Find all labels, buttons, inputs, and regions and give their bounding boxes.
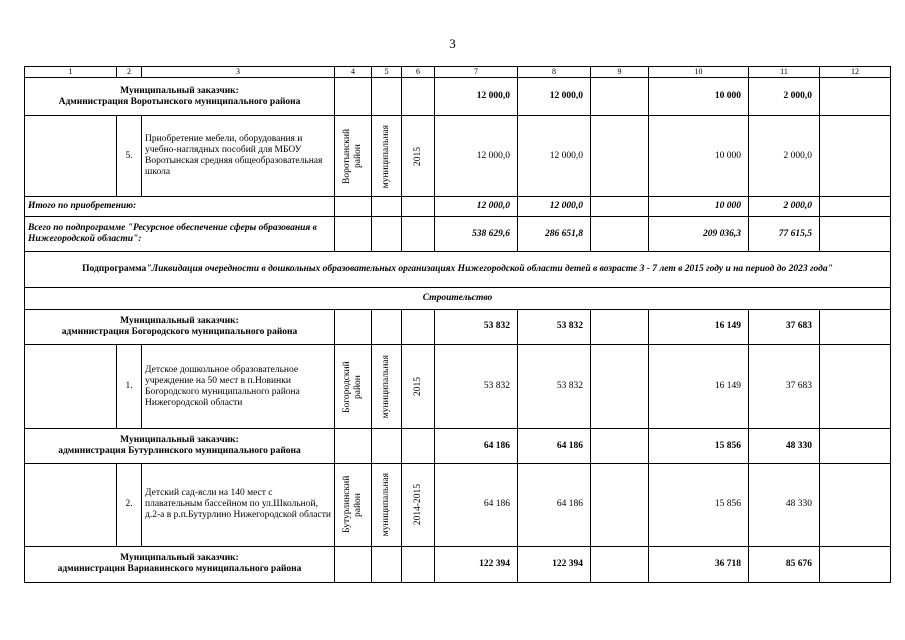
value-col11: 2 000,0 — [749, 197, 820, 217]
customer-row-variavinsky — [25, 546, 891, 582]
subprogram-prefix: Подпрограмма — [82, 263, 147, 274]
col-header-8: 8 — [518, 67, 591, 78]
value-col7: 53 832 — [435, 344, 518, 429]
item-row-2 — [25, 463, 891, 546]
value-col7: 538 629,6 — [435, 217, 518, 251]
customer-cell — [25, 429, 335, 463]
value-col8: 122 394 — [518, 546, 591, 582]
value-col10: 10 000 — [649, 78, 749, 116]
total-subprogram-label: Всего по подпрограмме "Ресурсное обеспечение сферы образования в Нижегородской области": — [25, 217, 335, 251]
value-col11: 2 000,0 — [749, 78, 820, 116]
customer-name: администрация Вариавинского муниципального района — [57, 564, 302, 575]
customer-cell — [25, 310, 335, 344]
subprogram-title-row — [25, 251, 891, 287]
value-col8: 12 000,0 — [518, 116, 591, 197]
total-acquisition-row — [25, 197, 891, 217]
col-header-11: 11 — [749, 67, 820, 78]
customer-label: Муниципальный заказчик: — [120, 435, 239, 446]
value-col10: 16 149 — [649, 310, 749, 344]
customer-row-bogorodsky — [25, 310, 891, 344]
col-header-9: 9 — [591, 67, 649, 78]
item-type: муниципальная — [381, 124, 391, 188]
item-number: 1. — [117, 344, 142, 429]
item-year: 2015 — [412, 377, 423, 397]
item-row-5 — [25, 116, 891, 197]
item-type: муниципальная — [381, 354, 391, 419]
col-header-2: 2 — [117, 67, 142, 78]
customer-cell — [25, 546, 335, 582]
value-col8: 53 832 — [518, 310, 591, 344]
value-col8: 64 186 — [518, 463, 591, 546]
customer-name: Администрация Воротынского муниципального района — [58, 96, 301, 107]
item-year: 2015 — [412, 146, 423, 166]
value-col11: 77 615,5 — [749, 217, 820, 251]
subprogram-title — [25, 251, 891, 287]
col-header-10: 10 — [649, 67, 749, 78]
customer-row-vorotynsky — [25, 78, 891, 116]
item-district: Бутурлинский район — [342, 475, 363, 533]
value-col7: 64 186 — [435, 463, 518, 546]
item-description: Детское дошкольное образовательное учреждение на 50 мест в п.Новинки Богородского муниципального района Нижегородской области — [142, 344, 335, 429]
item-type: муниципальная — [381, 473, 391, 537]
total-acquisition-label: Итого по приобретению: — [25, 197, 335, 217]
customer-row-buturlinsky — [25, 429, 891, 463]
item-description: Детский сад-ясли на 140 мест с плавательным бассейном по ул.Школьной, д.2-а в р.п.Бутурлино Нижегородской области — [142, 463, 335, 546]
col-header-7: 7 — [435, 67, 518, 78]
item-description: Приобретение мебели, оборудования и учебно-наглядных пособий для МБОУ Воротынская средняя общеобразовательная школа — [142, 116, 335, 197]
item-year: 2014-2015 — [412, 484, 423, 526]
value-col10: 15 856 — [649, 429, 749, 463]
value-col8: 53 832 — [518, 344, 591, 429]
value-col10: 10 000 — [649, 197, 749, 217]
value-col10: 16 149 — [649, 344, 749, 429]
item-district: Воротынский район — [342, 128, 363, 184]
value-col11: 37 683 — [749, 310, 820, 344]
value-col10: 10 000 — [649, 116, 749, 197]
customer-label: Муниципальный заказчик: — [120, 553, 239, 564]
column-number-row — [25, 67, 891, 78]
value-col11: 85 676 — [749, 546, 820, 582]
total-subprogram-row — [25, 217, 891, 251]
item-number: 2. — [117, 463, 142, 546]
col-header-6: 6 — [402, 67, 435, 78]
customer-name: администрация Бутурлинского муниципального района — [58, 446, 301, 457]
value-col11: 48 330 — [749, 463, 820, 546]
value-col7: 12 000,0 — [435, 78, 518, 116]
page-number: 3 — [449, 36, 456, 51]
customer-label: Муниципальный заказчик: — [120, 315, 239, 326]
col-header-12: 12 — [820, 67, 891, 78]
value-col7: 122 394 — [435, 546, 518, 582]
value-col8: 286 651,8 — [518, 217, 591, 251]
subprogram-name: "Ликвидация очередности в дошкольных образовательных организациях Нижегородской области детей в возрасте 3 - 7 лет в 2015 году и на период до 2023 года" — [146, 263, 833, 274]
value-col10: 15 856 — [649, 463, 749, 546]
value-col7: 64 186 — [435, 429, 518, 463]
customer-name: администрация Богородского муниципального района — [61, 326, 298, 337]
col-header-1: 1 — [25, 67, 117, 78]
item-row-1 — [25, 344, 891, 429]
value-col7: 12 000,0 — [435, 197, 518, 217]
value-col7: 53 832 — [435, 310, 518, 344]
item-district: Богородский район — [342, 360, 363, 413]
value-col8: 12 000,0 — [518, 197, 591, 217]
value-col8: 64 186 — [518, 429, 591, 463]
col-header-4: 4 — [335, 67, 372, 78]
value-col11: 2 000,0 — [749, 116, 820, 197]
value-col11: 37 683 — [749, 344, 820, 429]
customer-label: Муниципальный заказчик: — [120, 85, 239, 96]
value-col10: 36 718 — [649, 546, 749, 582]
customer-cell — [25, 78, 335, 116]
value-col11: 48 330 — [749, 429, 820, 463]
value-col10: 209 036,3 — [649, 217, 749, 251]
section-title: Строительство — [25, 288, 891, 310]
col-header-3: 3 — [142, 67, 335, 78]
value-col7: 12 000,0 — [435, 116, 518, 197]
value-col8: 12 000,0 — [518, 78, 591, 116]
col-header-5: 5 — [372, 67, 402, 78]
budget-table — [24, 66, 891, 583]
section-row — [25, 288, 891, 310]
item-number: 5. — [117, 116, 142, 197]
